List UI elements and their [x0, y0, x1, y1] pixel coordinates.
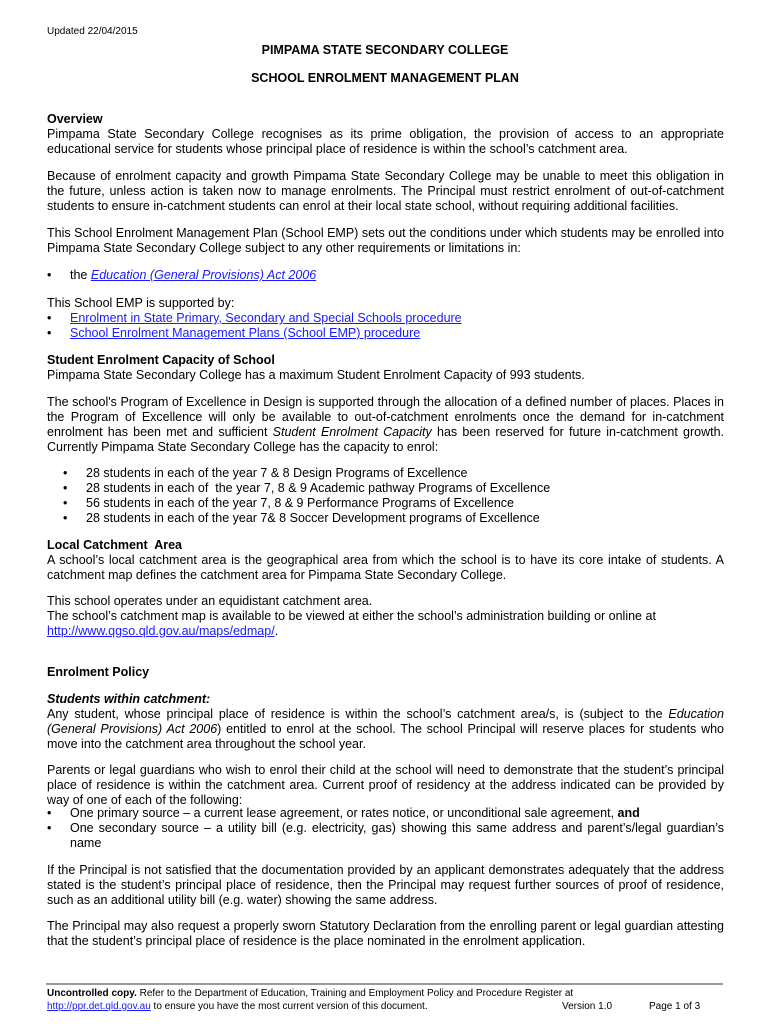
bullet-icon: • — [63, 511, 68, 525]
policy-heading: Enrolment Policy — [47, 665, 150, 679]
footer-page-number: Page 1 of 3 — [649, 1001, 701, 1012]
capacity-paragraph-2: The school's Program of Excellence in Design is supported through the allocation of a defined number of places. Places in the Program of Excellence will only be available to out-of-catchment enrolments once the demand for in-catchment enrolment has been met and sufficient Student Enrolment Capacity has been reserved for future in-catchment growth. Currently Pimpama State Secondary College has the capacity to enrol: — [47, 395, 725, 454]
document-title: SCHOOL ENROLMENT MANAGEMENT PLAN — [251, 71, 519, 85]
capacity-paragraph-1: Pimpama State Secondary College has a maximum Student Enrolment Capacity of 993 students. — [47, 368, 585, 382]
policy-paragraph-2: Parents or legal guardians who wish to enrol their child at the school will need to demonstrate that the student’s principal place of residence is within the catchment area. Current proof of residency at the address indicated can be provided by way of one of each of the following: — [47, 763, 724, 807]
updated-date: Updated 22/04/2015 — [47, 26, 138, 37]
footer-version: Version 1.0 — [562, 1001, 613, 1012]
support-link-emp-procedure[interactable]: School Enrolment Management Plans (School EMP) procedure — [70, 326, 421, 340]
footer: Uncontrolled copy. Refer to the Department of Education, Training and Employment Policy and Procedure Register at http://ppr.det.qld.gov.au to ensure you have the most current version of this document. Version 1.0 Page 1 of 3 — [47, 988, 701, 1012]
bullet-icon: • — [63, 466, 68, 480]
overview-paragraph-2: Because of enrolment capacity and growth Pimpama State Secondary College may be unable to meet this obligation in the future, unless action is taken now to manage enrolments. The Principal must restrict enrolment of out-of-catchment students to ensure in-catchment students can enrol at their local state school, without requiring additional facilities. — [47, 169, 724, 213]
catchment-map-line: http://www.qgso.qld.gov.au/maps/edmap/. — [47, 624, 279, 638]
footer-divider — [46, 983, 723, 985]
act-prefix: the — [70, 268, 91, 282]
support-link-enrolment-procedure[interactable]: Enrolment in State Primary, Secondary and Special Schools procedure — [70, 311, 462, 325]
catchment-paragraph-2: This school operates under an equidistant catchment area. — [47, 594, 373, 608]
catchment-paragraph-1: A school’s local catchment area is the geographical area from which the school is to have its core intake of students. A catchment map defines the catchment area for Pimpama State Secondary College. — [47, 553, 724, 582]
policy-subheading: Students within catchment: — [47, 692, 211, 706]
catchment-heading: Local Catchment Area — [47, 538, 182, 552]
policy-paragraph-4: The Principal may also request a properly sworn Statutory Declaration from the enrolling parent or legal guardian attesting that the student’s principal place of residence is the place nominated in the enrolment application. — [47, 919, 724, 948]
footer-bold: Uncontrolled copy. — [47, 988, 137, 999]
act-link[interactable]: Education (General Provisions) Act 2006 — [90, 268, 317, 282]
supported-by-text: This School EMP is supported by: — [47, 296, 235, 310]
catchment-map-link[interactable]: http://www.qgso.qld.gov.au/maps/edmap/ — [47, 624, 275, 638]
capacity-italic-term: Student Enrolment Capacity — [272, 425, 432, 439]
bullet-icon: • — [47, 326, 52, 340]
capacity-heading: Student Enrolment Capacity of School — [47, 353, 275, 367]
catchment-paragraph-3: The school’s catchment map is available to be viewed at either the school’s administration building or online at — [47, 609, 656, 623]
overview-paragraph-1: Pimpama State Secondary College recognises as its prime obligation, the provision of access to an appropriate educational service for students whose principal place of residence is within the school’s catchment area. — [47, 127, 724, 156]
bullet-icon: • — [47, 806, 52, 820]
overview-paragraph-3: This School Enrolment Management Plan (School EMP) sets out the conditions under which students may be enrolled into Pimpama State Secondary College subject to any other requirements or limitations in: — [47, 226, 724, 255]
bullet-icon: • — [47, 311, 52, 325]
school-name: PIMPAMA STATE SECONDARY COLLEGE — [261, 43, 509, 57]
footer-register-link[interactable]: http://ppr.det.qld.gov.au — [47, 1001, 151, 1012]
bullet-icon: • — [47, 821, 52, 835]
policy-paragraph-3: If the Principal is not satisfied that the documentation provided by an applicant demonstrates adequately that the address stated is the student’s principal place of residence, then the Principal may request further sources of proof of residence, such as an additional utility bill (e.g. water) showing the same address. — [47, 863, 724, 907]
overview-heading: Overview — [47, 112, 103, 126]
bullet-icon: • — [63, 481, 68, 495]
policy-paragraph-1: Any student, whose principal place of residence is within the school’s catchment area/s, is (subject to the Education (General Provisions) Act 2006) entitled to enrol at the school. The school Principal will reserve places for students who move into the catchment area throughout the school year. — [47, 707, 724, 751]
bullet-icon: • — [63, 496, 68, 510]
bullet-icon: • — [47, 268, 52, 282]
